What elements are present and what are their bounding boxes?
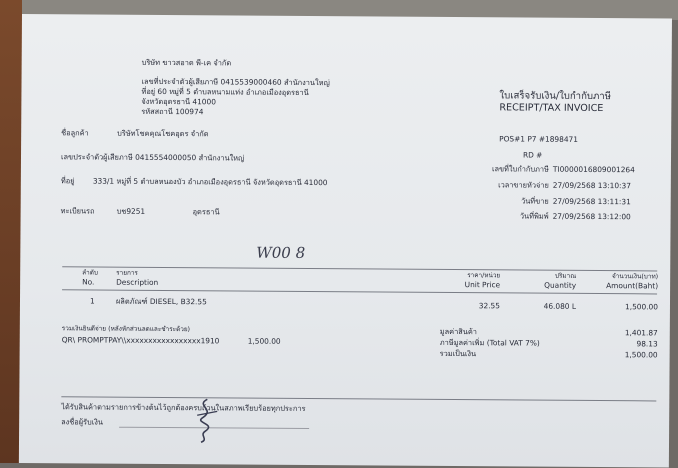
seller-address-1: ที่อยู่ 60 หมู่ที่ 5 ตำบลหนามแท่ง อำเภอเมืองอุดรธานี [141,86,309,98]
customer-address: 333/1 หมู่ที่ 5 ตำบลหนองบัว อำเภอเมืองอุดรธานี จังหวัดอุดรธานี 41000 [92,176,328,188]
seller-name: บริษัท ขาวสอาด พี-เค จำกัด [141,57,232,68]
col-qty-en: Quantity [544,280,577,290]
seller-address-2: จังหวัดอุดรธานี 41000 [141,96,216,107]
vat-value: 98.13 [636,339,658,349]
footer-rule [61,396,656,401]
customer-address-label: ที่อยู่ [60,176,75,186]
doc-title-en: RECEIPT/TAX INVOICE [499,102,604,115]
col-amount-th: จำนวนเงิน(บาท) [611,272,659,281]
print-date-label: วันที่พิมพ์ [519,211,549,221]
total-label: รวมเป็นเงิน [439,348,477,359]
payment-method: QR\ PROMPTPAY\\xxxxxxxxxxxxxxxxx1910 [61,335,220,346]
received-statement: ได้รับสินค้าตามรายการข้างต้นไว้ถูกต้องครบถ้วนในสภาพเรียบร้อยทุกประการ [61,402,306,413]
item-description: ผลิตภัณฑ์ DIESEL, B32.55 [115,296,207,307]
invoice-label: เลขที่ใบกำกับภาษี [491,164,549,174]
vat-label: ภาษีมูลค่าเพิ่ม (Total VAT 7%) [439,337,540,348]
customer-tax-id: เลขประจำตัวผู้เสียภาษี 0415554000050 สำนักงานใหญ่ [60,152,245,163]
plate-province: อุดรธานี [192,207,220,217]
dispense-time-label: เวลาขายหัวจ่าย [498,180,549,190]
doc-title-th: ใบเสร็จรับเงิน/ใบกำกับภาษี [499,90,612,103]
col-qty-th: ปริมาณ [554,271,577,280]
col-price-th: ราคา/หน่วย [467,271,501,280]
table-top-rule [62,266,657,271]
item-amount: 1,500.00 [625,302,659,312]
goods-value-label: มูลค่าสินค้า [439,326,477,337]
sale-date: 27/09/2568 13:11:31 [552,196,631,207]
sale-date-label: วันที่ขาย [521,196,549,206]
col-no-th: ลำดับ [82,268,98,277]
pos-number: POS#1 P7 #1898471 [499,134,578,144]
item-quantity: 46.080 L [543,301,577,311]
plate-number: บช9251 [116,206,146,216]
seller-station: รหัสสถานี 100974 [141,106,204,117]
signer-label: ลงชื่อผู้รับเงิน [61,417,103,427]
dispense-time: 27/09/2568 13:10:37 [552,180,631,191]
print-date: 27/09/2568 13:12:00 [552,211,631,222]
seller-tax-id: เลขที่ประจำตัวผู้เสียภาษี 0415539000460 สำนักงานใหญ่ [141,76,330,88]
col-desc-en: Description [116,277,159,287]
signature-mark [187,395,227,445]
handwritten-note: W00 8 [256,243,306,262]
rd-number: RD # [522,150,543,160]
customer-name-label: ชื่อลูกค้า [61,128,89,138]
col-amount-en: Amount(Baht) [606,281,659,291]
plate-label: ทะเบียนรถ [60,206,95,216]
col-no-en: No. [82,277,95,287]
table-header-rule [62,289,657,294]
payment-label: รวมเงินยินดีจ่าย (หลังหักส่วนลดและชำระด้วย) [61,324,191,334]
col-desc-th: รายการ [116,268,138,277]
item-unit-price: 32.55 [478,301,501,311]
customer-name: บริษัทโชคคุณโชคอุดร จำกัด [117,128,209,139]
invoice-number: TI0000016809001264 [552,164,635,175]
receipt-paper [19,14,672,468]
col-price-en: Unit Price [464,280,501,290]
payment-amount: 1,500.00 [247,336,281,346]
goods-value: 1,401.87 [624,328,658,338]
total-value: 1,500.00 [624,350,658,360]
item-no: 1 [89,296,95,306]
